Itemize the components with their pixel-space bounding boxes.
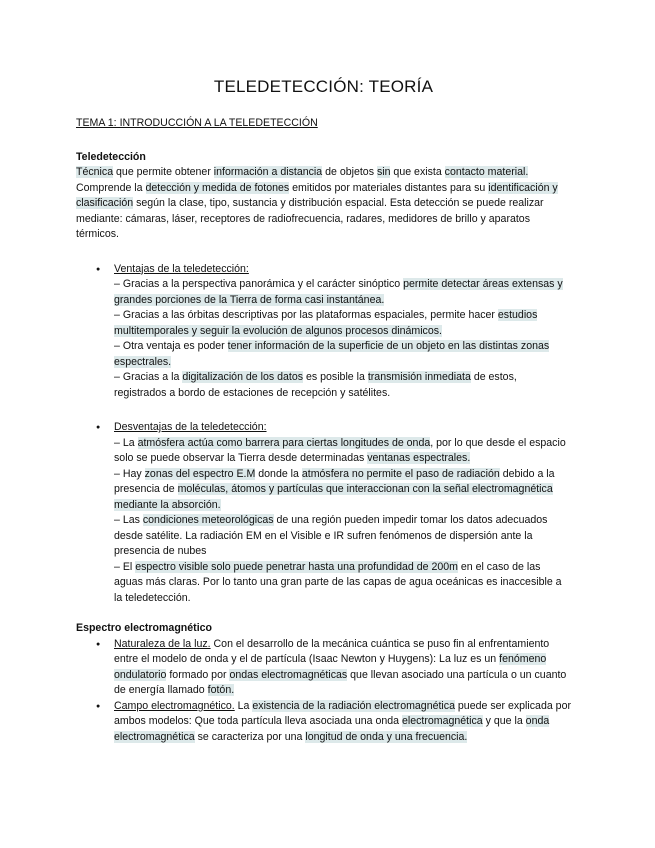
ventajas-item [114,262,571,402]
desventaja-4 [114,560,571,607]
text-run: emitidos por materiales distantes para su [289,181,489,194]
highlight: existencia de la radiación electromagnética [252,699,455,712]
highlight: zonas del espectro E.M [144,467,256,480]
text-run: de una región pueden impedir tomar los datos adecuados desde satélite. La radiación EM en el Visible e IR sufren fenómenos de dispersión ante la presencia de nubes [114,514,548,557]
highlight: detección y medida de fotones [145,181,290,194]
highlight: Técnica [76,166,114,178]
teledeteccion-paragraph [76,165,571,243]
text-run: de estos, registrados a bordo de estaciones de recepción y satélites. [114,371,517,399]
highlight: permite detectar áreas extensas y grandes porciones de la Tierra de forma casi instantánea. [114,278,563,306]
desventaja-1 [114,436,571,467]
text-run: – Gracias a las órbitas descriptivas por las plataformas espaciales, permite hacer [114,309,498,321]
desventajas-heading: Desventajas de la teledetección: [114,421,267,433]
ventaja-3 [114,339,571,370]
highlight: transmisión inmediata [367,371,471,383]
ventaja-4 [114,370,571,401]
teledeteccion-heading: Teledetección [76,150,146,163]
highlight: condiciones meteorológicas [142,514,274,526]
highlight: sin [376,166,391,178]
text-run: – La [114,436,138,449]
espectro-heading: Espectro electromagnético [76,622,212,634]
campo-item [114,699,571,746]
naturaleza-label: Naturaleza de la luz. [114,637,211,650]
text-run: La [234,699,253,712]
text-run: puede ser explicada por ambos modelos: Que toda partícula lleva asociada una onda [114,699,571,727]
text-run: – Otra ventaja es poder [114,340,228,352]
highlight: información a distancia [213,166,323,178]
naturaleza-item [114,637,571,699]
text-run: en el caso de las aguas más claras. Por lo tanto una gran parte de las capas de agua oceánicas es inaccesible a la teledetección. [114,560,562,604]
text-run: formado por [166,668,230,681]
desventaja-3 [114,513,571,560]
highlight: ventanas espectrales. [367,452,471,464]
ventaja-1 [114,277,571,308]
text-run: Comprende la [76,181,146,194]
text-run: es posible la [303,371,368,383]
document-title: TELEDETECCIÓN: TEORÍA [213,77,434,96]
ventajas-list [76,262,571,402]
highlight: tener información de la superficie de un objeto en las distintas zonas espectrales. [114,340,550,368]
highlight: identificación y clasificación [76,181,558,209]
text-run: debido a la presencia de [114,467,555,495]
topic-heading: TEMA 1: INTRODUCCIÓN A LA TELEDETECCIÓN [76,117,318,129]
highlight: atmósfera no permite el paso de radiación [301,467,500,480]
highlight: digitalización de los datos [182,371,304,383]
highlight: electromagnética [401,715,483,727]
desventajas-list [76,420,571,606]
text-run: donde la [255,467,302,480]
text-run: que permite obtener [113,166,214,178]
highlight: moléculas, átomos y partículas que interaccionan con la señal electromagnética mediante la absorción. [114,483,553,511]
text-run: – El [114,560,136,573]
highlight: longitud de onda y una frecuencia. [305,730,468,743]
text-run: Con el desarrollo de la mecánica cuántica se puso fin al enfrentamiento entre el modelo de onda y el de partícula (Isaac Newton y Huygens): La luz es un [114,637,550,665]
highlight: contacto material. [444,166,529,178]
text-run: se caracteriza por una [194,730,306,743]
text-run: de objetos [322,166,377,178]
text-run: que llevan asociado una partícula o un cuanto de energía llamado [114,668,567,696]
desventajas-item [114,420,571,606]
text-run: que exista [390,166,445,178]
highlight: espectro visible solo puede penetrar hasta una profundidad de 200m [135,560,458,573]
text-run: – Hay [114,467,145,480]
text-run: – Gracias a la [114,371,183,383]
text-run: – Las [114,514,143,526]
highlight: ondas electromagnéticas [229,668,348,681]
espectro-list [76,637,571,746]
highlight: fenómeno ondulatorio [114,653,547,681]
highlight: fotón. [207,684,235,696]
text-run: y que la [482,715,526,727]
text-run: según la clase, tipo, sustancia y distribución espacial. Esta detección se puede realizar mediante: cámaras, láser, receptores de radiofrecuencia, radares, medidores de brillo y aparatos térmicos. [76,197,544,240]
campo-label: Campo electromagnético. [114,699,235,712]
highlight: estudios multitemporales y seguir la evolución de algunos procesos dinámicos. [114,309,538,337]
text-run: , por lo que desde el espacio solo se puede observar la Tierra desde determinadas [114,436,566,464]
ventaja-2 [114,308,571,339]
ventajas-heading: Ventajas de la teledetección: [114,262,249,275]
highlight: atmósfera actúa como barrera para ciertas longitudes de onda [137,436,431,449]
text-run: – Gracias a la perspectiva panorámica y el carácter sinóptico [114,278,404,290]
desventaja-2 [114,467,571,514]
highlight: onda electromagnética [114,715,550,743]
